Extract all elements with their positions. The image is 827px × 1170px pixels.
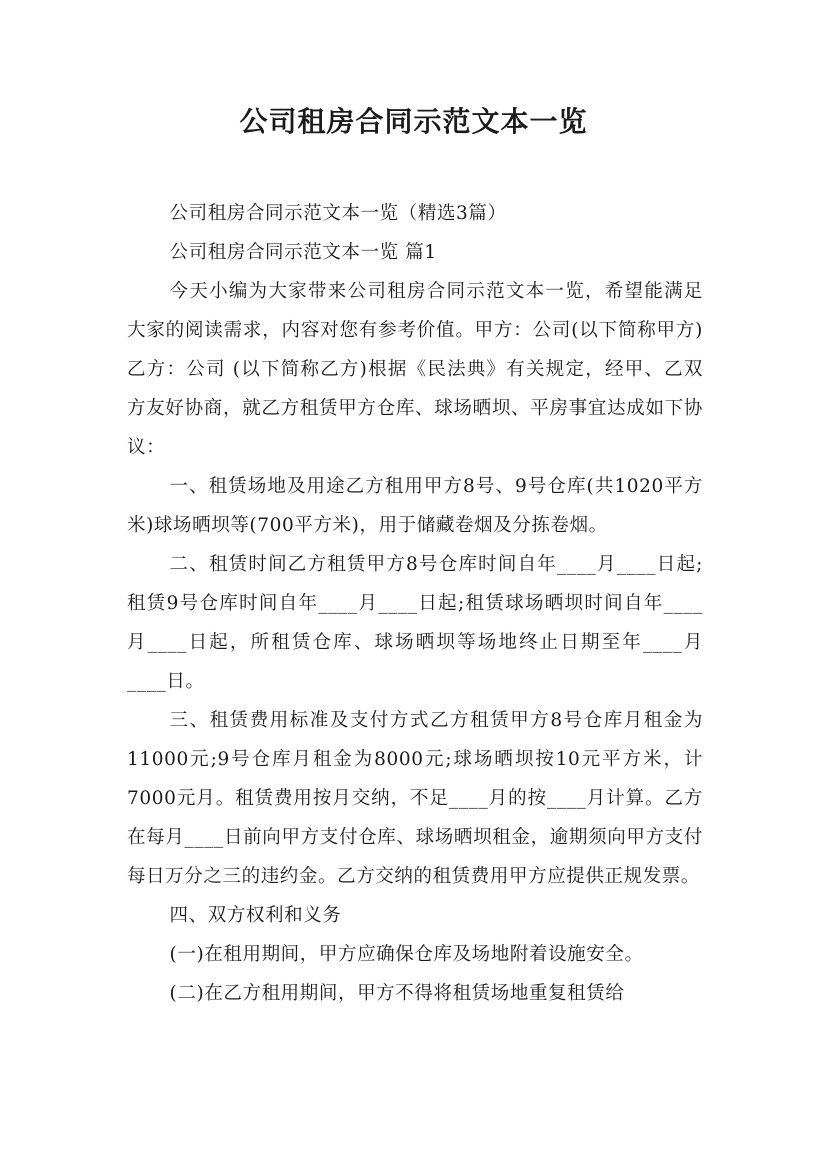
paragraph-clause-2: 二、租赁时间乙方租赁甲方8号仓库时间自年____月____日起;租赁9号仓库时间自年____月____日起;租赁球场晒坝时间自年____月____日起，所租赁仓库、球场晒坝等场地终止日期至年____月____日。 xyxy=(127,554,703,692)
paragraph-clause-4-1: (一)在租用期间，甲方应确保仓库及场地附着设施安全。 xyxy=(169,944,644,965)
paragraph-clause-3: 三、租赁费用标准及支付方式乙方租赁甲方8号仓库月租金为11000元;9号仓库月租金为8000元;球场晒坝按10元平方米，计7000元月。租赁费用按月交纳，不足____月的按____月计算。乙方在每月____日前向甲方支付仓库、球场晒坝租金，逾期须向甲方支付每日万分之三的违约金。乙方交纳的租赁费用甲方应提供正规发票。 xyxy=(127,710,703,887)
paragraph-heading: 公司租房合同示范文本一览 篇1 xyxy=(169,242,437,263)
paragraph-summary: 公司租房合同示范文本一览（精选3篇） xyxy=(169,203,507,224)
paragraph-clause-1: 一、租赁场地及用途乙方租用甲方8号、9号仓库(共1020平方米)球场晒坝等(700平方米)，用于储藏卷烟及分拣卷烟。 xyxy=(127,476,703,536)
document-title: 公司租房合同示范文本一览 xyxy=(239,105,588,138)
document-body xyxy=(127,194,703,1013)
paragraph-clause-4-2: (二)在乙方租用期间，甲方不得将租赁场地重复租赁给 xyxy=(169,983,625,1004)
paragraph-clause-4: 四、双方权利和义务 xyxy=(169,905,342,926)
paragraph-intro: 今天小编为大家带来公司租房合同示范文本一览，希望能满足大家的阅读需求，内容对您有参考价值。甲方：公司(以下简称甲方)乙方：公司 (以下简称乙方)根据《民法典》有关规定，经甲、乙双方友好协商，就乙方租赁甲方仓库、球场晒坝、平房事宜达成如下协议： xyxy=(127,281,703,458)
